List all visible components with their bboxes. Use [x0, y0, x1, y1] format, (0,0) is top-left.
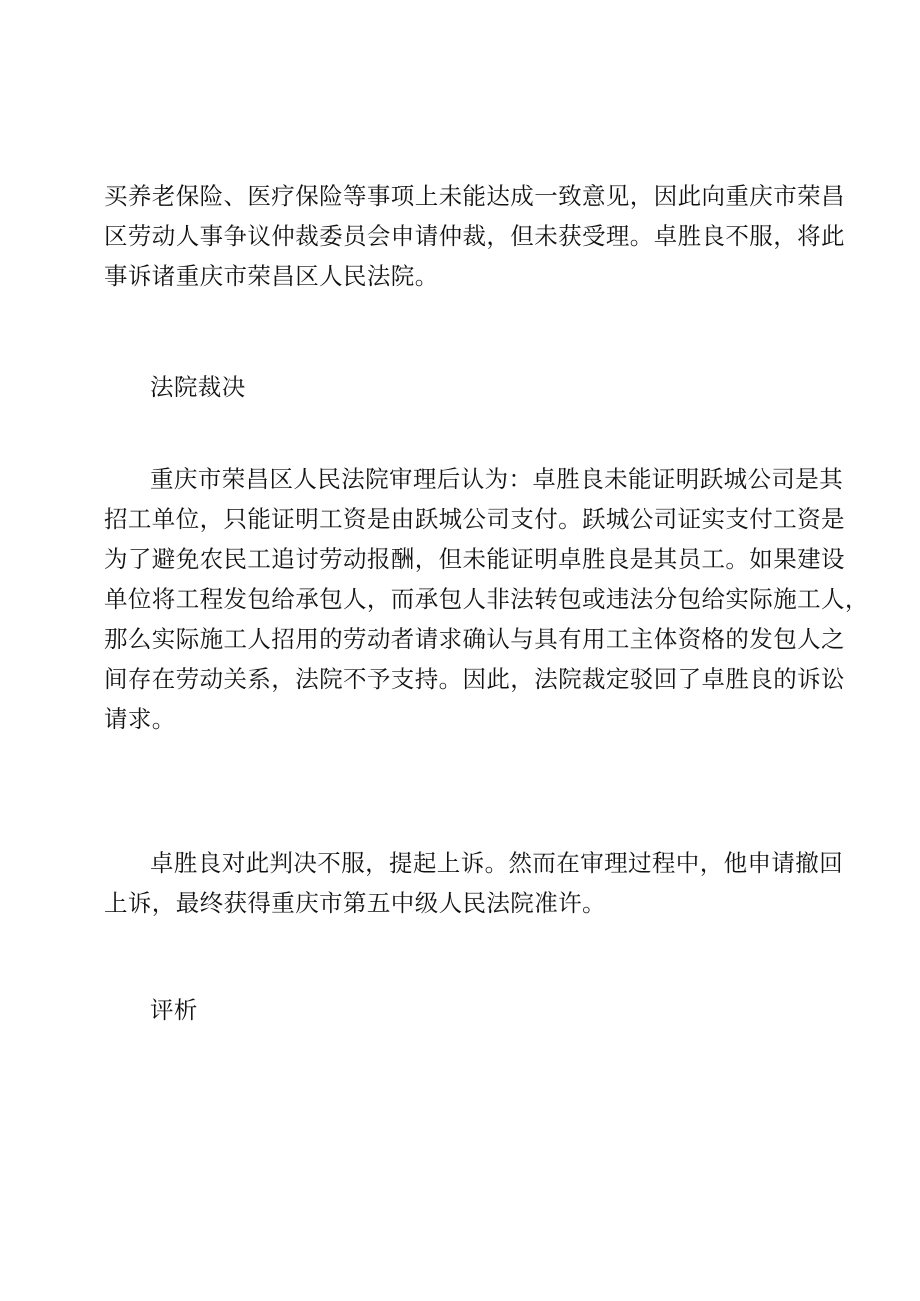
- text-line: 为了避免农民工追讨劳动报酬，但未能证明卓胜良是其员工。如果建设: [104, 545, 845, 573]
- text-line: 事诉诸重庆市荣昌区人民法院。: [104, 262, 439, 290]
- text-line: 招工单位，只能证明工资是由跃城公司支付。跃城公司证实支付工资是: [104, 505, 845, 533]
- section-heading-analysis: [104, 990, 826, 1030]
- section-heading-court-ruling: [104, 367, 826, 407]
- paragraph-continuation: [104, 176, 845, 296]
- text-line: 上诉，最终获得重庆市第五中级人民法院准许。: [104, 889, 606, 917]
- text-line: 那么实际施工人招用的劳动者请求确认与具有用工主体资格的发包人之: [104, 625, 845, 653]
- text-line: 卓胜良对此判决不服，提起上诉。然而在审理过程中，他申请撤回: [150, 849, 844, 877]
- section-heading: 法院裁决: [150, 373, 246, 401]
- text-line: 单位将工程发包给承包人，而承包人非法转包或违法分包给实际施工人，: [104, 585, 869, 613]
- paragraph-appeal: [104, 843, 844, 923]
- paragraph-court-reasoning: [104, 459, 869, 739]
- text-line: 间存在劳动关系，法院不予支持。因此，法院裁定驳回了卓胜良的诉讼: [104, 665, 845, 693]
- text-line: 区劳动人事争议仲裁委员会申请仲裁，但未获受理。卓胜良不服，将此: [104, 222, 845, 250]
- text-line: 买养老保险、医疗保险等事项上未能达成一致意见，因此向重庆市荣昌: [104, 182, 845, 210]
- text-line: 请求。: [104, 705, 176, 733]
- section-heading: 评析: [150, 996, 198, 1024]
- text-line: 重庆市荣昌区人民法院审理后认为：卓胜良未能证明跃城公司是其: [150, 465, 844, 493]
